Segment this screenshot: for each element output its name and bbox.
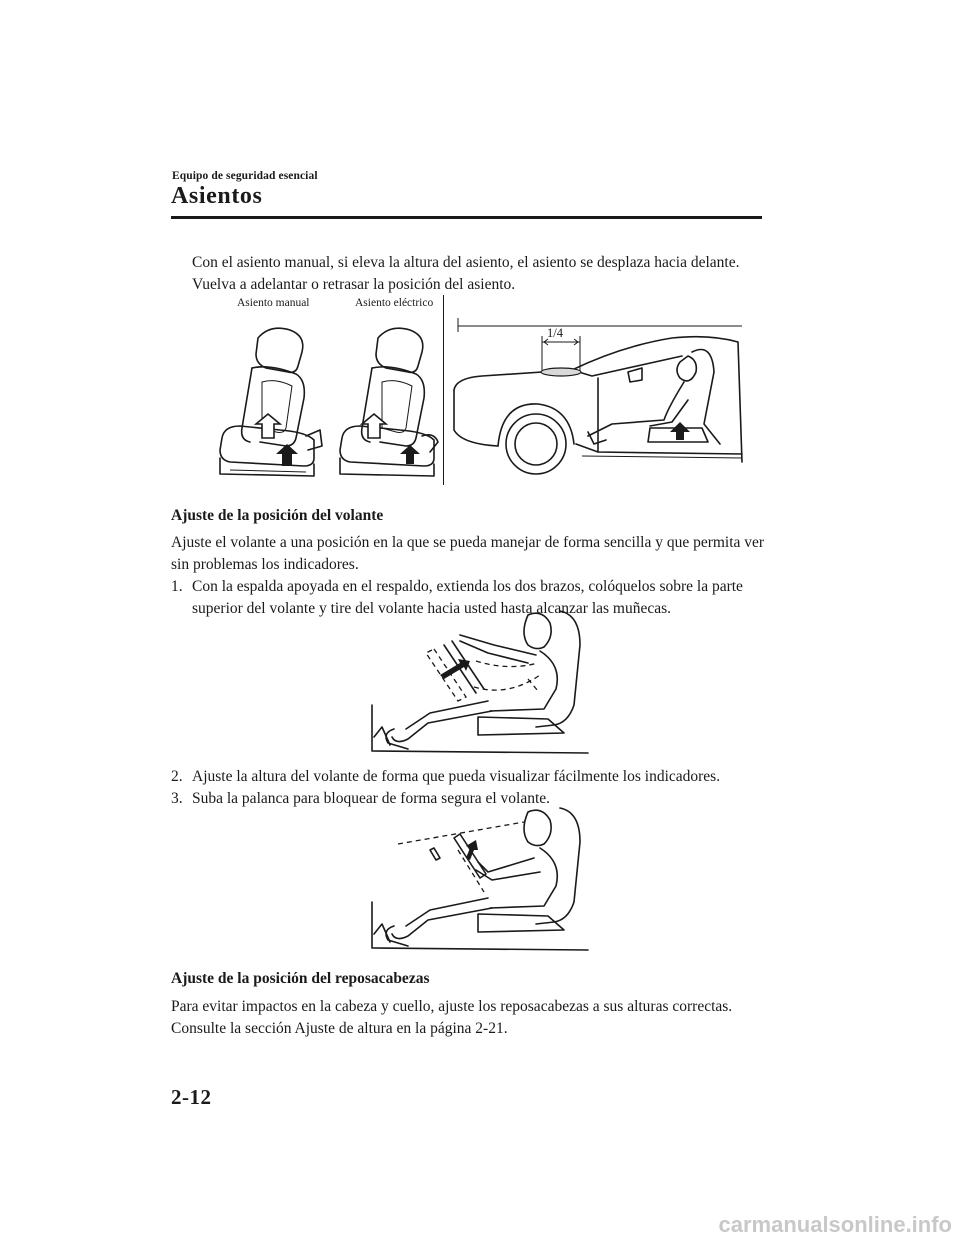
figure-divider — [443, 295, 444, 485]
step-text: Suba la palanca para bloquear de forma segura el volante. — [192, 790, 551, 807]
step-number: 1. — [171, 578, 183, 595]
steering-heading: Ajuste de la posición del volante — [171, 507, 384, 524]
seat-electric-icon — [330, 318, 450, 488]
intro-paragraph: Con el asiento manual, si eleva la altura del asiento, el asiento se desplaza hacia delante. Vuelva a adelantar o retrasar la posición del asiento. — [192, 254, 740, 293]
section-label: Equipo de seguridad esencial — [172, 170, 318, 182]
step-text: Con la espalda apoyada en el respaldo, extienda los dos brazos, colóquelos sobre la parte superior del volante y tire del volante hacia usted hasta alcanzar las muñecas. — [192, 578, 743, 617]
page-title: Asientos — [171, 183, 263, 209]
watermark: carmanualsonline.info — [718, 1212, 952, 1237]
headrest-heading: Ajuste de la posición del reposacabezas — [171, 970, 430, 987]
step-number: 2. — [171, 768, 183, 785]
steering-step-2 — [171, 766, 771, 788]
title-rule — [171, 216, 762, 219]
steering-body: Ajuste el volante a una posición en la que se pueda manejar de forma sencilla y que permita ver sin problemas los indicadores. — [171, 534, 765, 573]
ratio-label: 1/4 — [547, 326, 563, 340]
driver-steering-lock-icon — [368, 802, 593, 957]
step-number: 3. — [171, 790, 183, 807]
car-driver-icon — [452, 312, 752, 487]
caption-electric-seat: Asiento eléctrico — [355, 297, 434, 309]
step-text: Ajuste la altura del volante de forma que pueda visualizar fácilmente los indicadores. — [192, 768, 721, 785]
caption-manual-seat: Asiento manual — [237, 297, 310, 309]
driver-steering-reach-icon — [368, 605, 593, 765]
page-number: 2-12 — [171, 1085, 212, 1109]
headrest-body: Para evitar impactos en la cabeza y cuello, ajuste los reposacabezas a sus alturas correctas. Consulte la sección Ajuste de altura en la página 2-21. — [171, 998, 733, 1037]
seat-manual-icon — [210, 318, 330, 488]
